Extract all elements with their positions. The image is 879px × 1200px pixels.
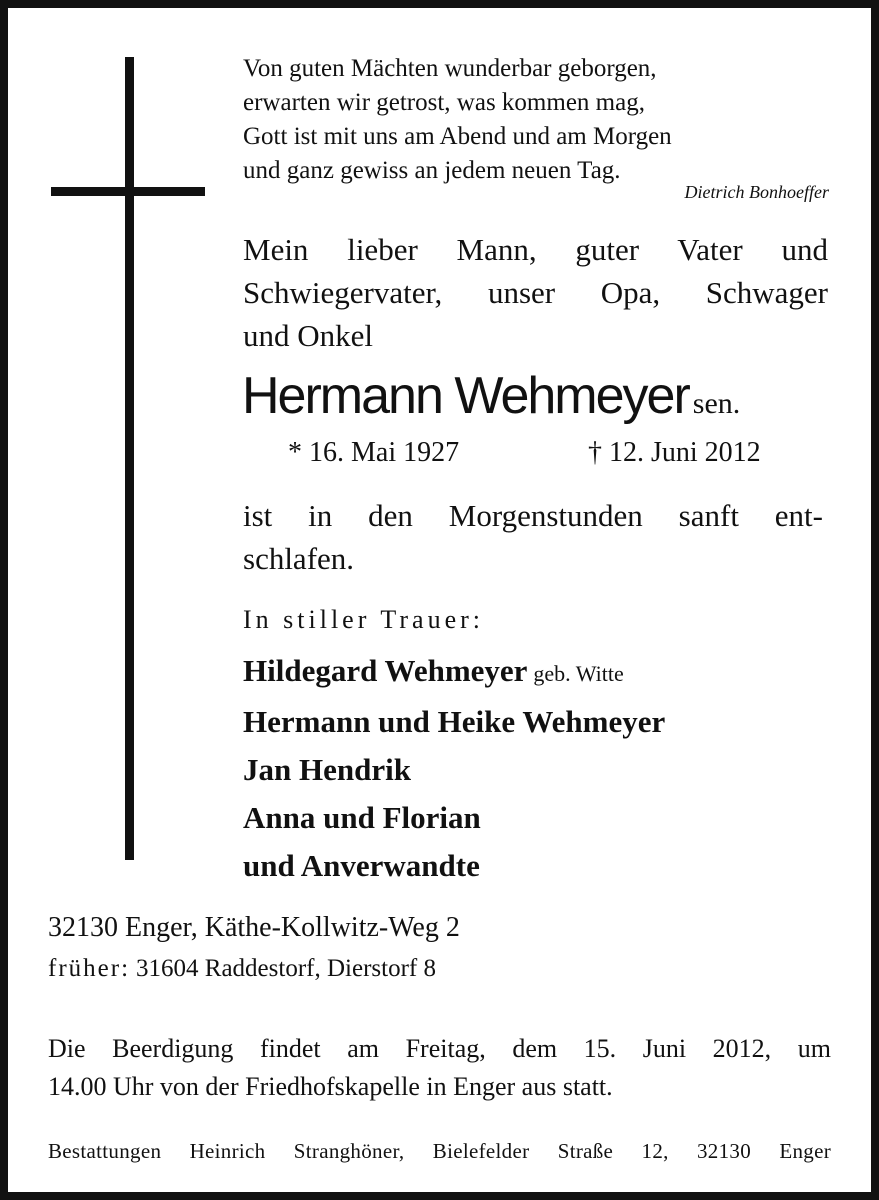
mourner-item (243, 698, 665, 746)
undertaker-footer (48, 1139, 831, 1164)
address-former (48, 955, 436, 983)
poem-author: Dietrich Bonhoeffer (684, 182, 829, 202)
poem-line: erwarten wir getrost, was kommen mag, (243, 89, 645, 116)
deceased-name: Hermann Wehmeyer (242, 367, 689, 425)
cross-icon-bar (51, 187, 205, 196)
passed-line: schlafen. (243, 541, 355, 576)
mourner-item (243, 794, 665, 842)
passed-line: ist in den Morgenstunden sanft ent- (243, 498, 823, 533)
mourner-name: Hermann und Heike Wehmeyer (243, 704, 666, 739)
poem-line: und ganz gewiss an jedem neuen Tag. (243, 157, 621, 184)
poem-verse (243, 52, 672, 188)
mourner-item (243, 842, 665, 890)
funeral-line: Die Beerdigung findet am Freitag, dem 15. Juni 2012, um (48, 1034, 831, 1063)
address-current: 32130 Enger, Käthe-Kollwitz-Weg 2 (48, 912, 460, 943)
birth-date: * 16. Mai 1927 (288, 437, 460, 468)
deceased-suffix: sen. (692, 387, 741, 420)
address-former-label: früher: (48, 955, 131, 982)
poem-line: Von guten Mächten wunderbar geborgen, (243, 55, 657, 82)
deceased-name-block (242, 361, 740, 439)
mourner-item (243, 647, 665, 698)
intro-line: und Onkel (243, 318, 374, 353)
intro-line: Mein lieber Mann, guter Vater und (243, 232, 828, 267)
mourning-heading: In stiller Trauer: (243, 605, 484, 634)
mourner-name: Jan Hendrik (243, 752, 411, 787)
funeral-line: 14.00 Uhr von der Friedhofskapelle in Enger aus statt. (48, 1072, 613, 1101)
intro-text (243, 228, 828, 357)
cross-icon (125, 57, 134, 860)
mourner-note: geb. Witte (533, 661, 624, 686)
mourner-name: und Anverwandte (243, 848, 480, 883)
mourner-name: Hildegard Wehmeyer (243, 653, 528, 688)
intro-line: Schwiegervater, unser Opa, Schwager (243, 275, 828, 310)
death-date: † 12. Juni 2012 (588, 437, 761, 468)
funeral-notice (48, 1030, 831, 1106)
passed-text (243, 494, 823, 580)
mourner-item (243, 746, 665, 794)
undertaker-text: Bestattungen Heinrich Stranghöner, Bielefelder Straße 12, 32130 Enger (48, 1139, 831, 1163)
mourners-list (243, 647, 665, 890)
poem-line: Gott ist mit uns am Abend und am Morgen (243, 123, 672, 150)
mourner-name: Anna und Florian (243, 800, 481, 835)
address-former-value: 31604 Raddestorf, Dierstorf 8 (136, 955, 436, 982)
